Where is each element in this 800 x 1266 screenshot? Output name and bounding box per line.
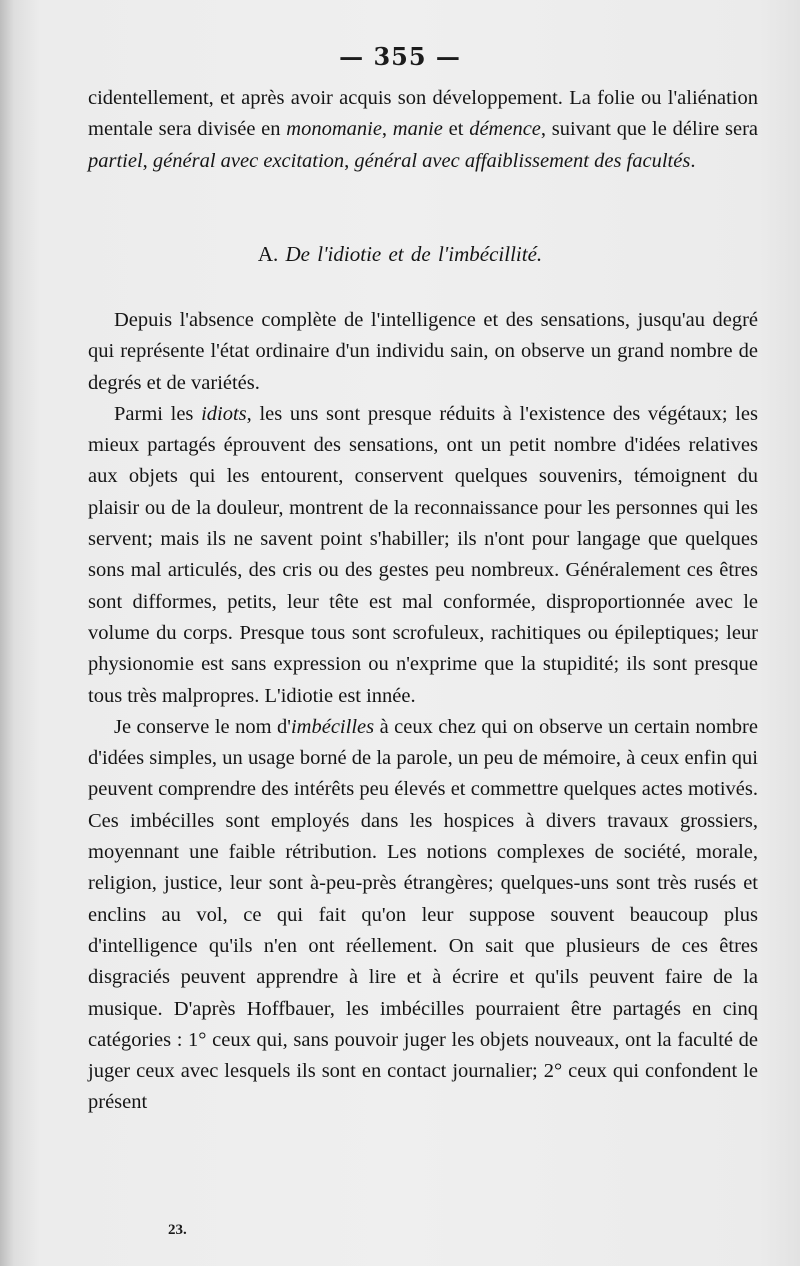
text-run: et bbox=[442, 118, 470, 141]
text-run: , bbox=[381, 118, 393, 141]
text-run: à ceux chez qui on observe un certain nombre d'idées simples, un usage borné de la parole, un peu de mémoire, à ceux enfin qui peuvent comprendre des intérêts peu élevés et commettre quelques actes motivés. Ces imbécilles sont employés dans les hospices à divers travaux grossiers, moyennant une faible rétribution. Les notions complexes de société, morale, religion, justice, leur sont à-peu-près étrangères; quelques-uns sont très rusés et enclins au vol, ce qui fait qu'on leur suppose souvent beaucoup plus d'intelligence qu'ils n'en ont réellement. On sait que plusieurs de ces êtres disgraciés peuvent apprendre à lire et à écrire et qu'ils peuvent faire de la musique. D'après Hoffbauer, les imbécilles pourraient être partagés en cinq catégories : 1° ceux qui, sans pouvoir juger les objets nouveaux, ont la faculté de juger ceux avec lesquels ils sont en contact journalier; 2° ceux qui confondent le présent bbox=[88, 715, 758, 1114]
text-run: , les uns sont presque réduits à l'existence des végétaux; les mieux partagés éprouvent des sensations, ont un petit nombre d'idées relatives aux objets qui les entourent, conservent quelques souvenirs, témoignent du plaisir ou de la douleur, montrent de la reconnaissance pour les personnes qui les servent; mais ils ne savent point s'habiller; ils n'ont pour langage que quelques sons mal articulés, des cris ou des gestes peu nombreux. Généralement ces êtres sont difformes, petits, leur tête est mal conformée, disproportionnée avec le volume du corps. Presque tous sont scrofuleux, rachitiques ou épileptiques; leur physionomie est sans expression ou n'exprime que la stupidité; ils sont presque tous très malpropres. L'idiotie est innée. bbox=[88, 402, 758, 707]
italic-term: monomanie bbox=[286, 118, 382, 141]
section-letter: A. bbox=[257, 242, 279, 266]
section-title: De l'idiotie et de l'imbécillité. bbox=[285, 242, 543, 266]
text-run: , suivant que le délire sera bbox=[540, 118, 758, 141]
opening-paragraph-text bbox=[88, 83, 758, 177]
text-run: Je conserve le nom d' bbox=[114, 715, 291, 738]
text-run: . bbox=[690, 149, 696, 172]
signature-mark: 23. bbox=[168, 1222, 187, 1238]
italic-term: imbécilles bbox=[290, 715, 375, 738]
opening-paragraph bbox=[88, 83, 758, 177]
text-run: cidentellement, et après avoir acquis son développement. La folie ou l'aliénation mentale sera divisée en bbox=[88, 87, 758, 141]
italic-term: partiel bbox=[88, 149, 143, 172]
italic-term: général avec affaiblissement des facultés bbox=[354, 149, 691, 172]
italic-term: général avec excitation bbox=[152, 149, 345, 172]
text-run: Parmi les bbox=[114, 402, 202, 425]
italic-term: idiots bbox=[201, 402, 247, 425]
page-number: — 355 — bbox=[339, 42, 461, 71]
paragraph-3 bbox=[88, 712, 758, 1119]
italic-term: manie bbox=[392, 118, 443, 141]
text-run: , bbox=[344, 149, 355, 172]
section-heading bbox=[0, 242, 800, 267]
section-body bbox=[88, 305, 758, 1119]
italic-term: démence bbox=[469, 118, 541, 141]
paragraph-1: Depuis l'absence complète de l'intelligence et des sensations, jusqu'au degré qui représente l'état ordinaire d'un individu sain, on observe un grand nombre de degrés et de variétés. bbox=[88, 309, 758, 394]
paragraph-2 bbox=[88, 399, 758, 712]
text-run: , bbox=[142, 149, 153, 172]
